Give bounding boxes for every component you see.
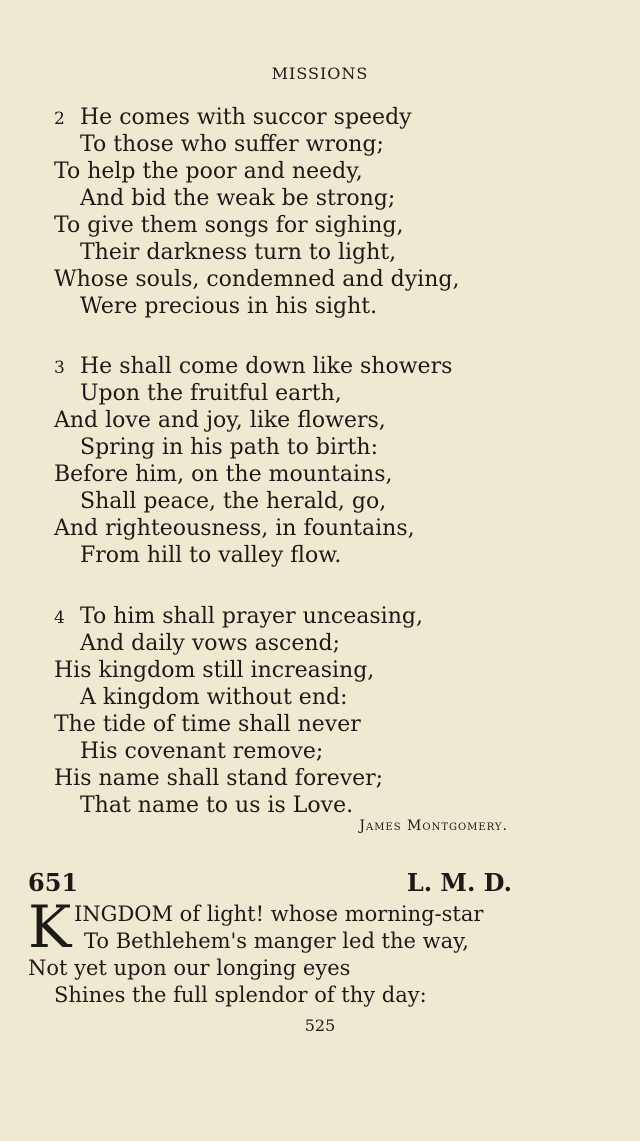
stanza-line: Not yet upon our longing eyes <box>28 956 351 980</box>
stanza-line: Before him, on the mountains, <box>54 462 393 487</box>
stanza-line: Shines the full splendor of thy day: <box>54 983 427 1007</box>
stanza-line: And righteousness, in fountains, <box>54 516 415 541</box>
stanza-line: And daily vows ascend; <box>80 631 341 656</box>
stanza-line: His name shall stand forever; <box>54 766 384 791</box>
stanza-line: And bid the weak be strong; <box>80 186 396 211</box>
hymn-651-stanza <box>28 893 628 1009</box>
stanza-line: Whose souls, condemned and dying, <box>54 267 460 292</box>
stanza-line: 4 To him shall prayer unceasing, <box>54 603 614 630</box>
stanza-line: Shall peace, the herald, go, <box>80 489 387 514</box>
hymn-heading <box>28 868 512 900</box>
stanza-line: Spring in his path to birth: <box>80 435 378 460</box>
stanza-line: To Bethlehem's manger led the way, <box>84 929 469 953</box>
author-attribution: James Montgomery. <box>359 818 508 834</box>
stanza-number: 3 <box>54 358 65 378</box>
stanza-line: To help the poor and needy, <box>54 159 363 184</box>
stanza-line: INGDOM of light! whose morning-star <box>74 902 484 926</box>
stanza-line: The tide of time shall never <box>54 712 361 737</box>
drop-cap: K <box>28 893 72 961</box>
stanza-number: 4 <box>54 608 65 628</box>
hymn-meter: L. M. D. <box>406 868 512 897</box>
stanza-3 <box>54 353 614 569</box>
stanza-line: Their darkness turn to light, <box>80 240 397 265</box>
stanza-line: Upon the fruitful earth, <box>80 381 342 406</box>
stanza-line: 2 He comes with succor speedy <box>54 104 614 131</box>
stanza-number: 2 <box>54 109 65 129</box>
stanza-line: A kingdom without end: <box>80 685 348 710</box>
stanza-4 <box>54 603 614 819</box>
stanza-line: From hill to valley flow. <box>80 543 342 568</box>
stanza-line: His covenant remove; <box>80 739 324 764</box>
page-number: 525 <box>304 1016 336 1035</box>
stanza-line: His kingdom still increasing, <box>54 658 375 683</box>
stanza-line: To give them songs for sighing, <box>54 213 404 238</box>
stanza-line: To those who suffer wrong; <box>80 132 384 157</box>
stanza-line: That name to us is Love. <box>80 793 354 818</box>
hymn-number: 651 <box>28 868 79 897</box>
stanza-line: And love and joy, like flowers, <box>54 408 386 433</box>
stanza-2 <box>54 104 614 320</box>
stanza-line: 3 He shall come down like showers <box>54 353 614 380</box>
stanza-line: Were precious in his sight. <box>80 294 378 319</box>
page-header: MISSIONS <box>271 64 369 83</box>
